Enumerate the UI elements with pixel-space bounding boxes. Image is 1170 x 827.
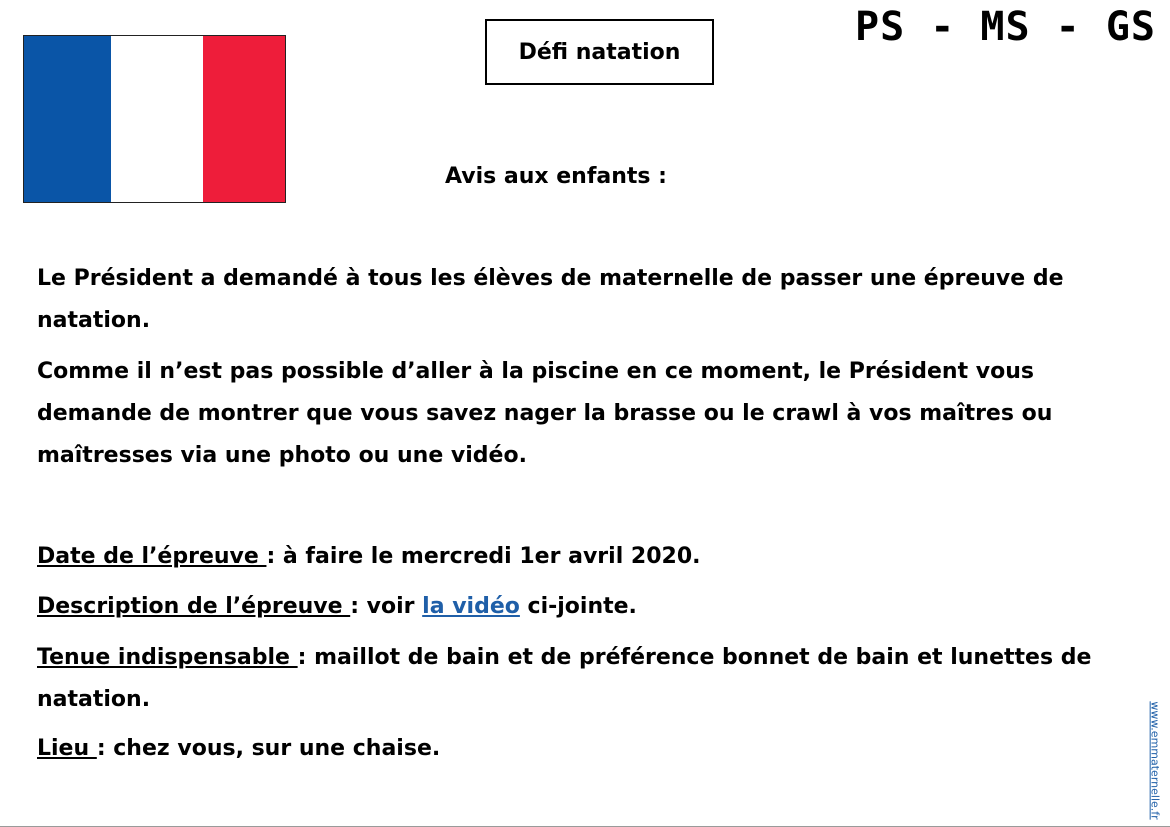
flag-red-band <box>203 36 285 202</box>
grade-levels-label: PS - MS - GS <box>855 4 1156 50</box>
tenue-item <box>37 637 1127 721</box>
instructions-paragraph: Comme il n’est pas possible d’aller à la piscine en ce moment, le Président vous demande de montrer que vous savez nager la brasse ou le crawl à vos maîtres ou maîtresses via une photo ou une vidéo. <box>37 359 1053 468</box>
flag-blue-band <box>24 36 111 202</box>
lieu-value: : chez vous, sur une chaise. <box>96 736 441 761</box>
french-flag-image <box>23 35 286 203</box>
subtitle: Avis aux enfants : <box>445 164 667 189</box>
website-watermark-text[interactable]: www.emmaternelle.fr <box>1148 700 1162 820</box>
description-item <box>37 586 1127 628</box>
page-title <box>485 19 714 85</box>
lieu-label: Lieu <box>37 736 97 761</box>
date-value: : à faire le mercredi 1er avril 2020. <box>266 544 701 569</box>
description-label: Description de l’épreuve <box>37 594 351 619</box>
flag-white-band <box>111 36 203 202</box>
date-label: Date de l’épreuve <box>37 544 267 569</box>
description-suffix: ci-jointe. <box>519 594 637 619</box>
tenue-value: : maillot de bain et de préférence bonnet de bain et lunettes de natation. <box>37 645 1092 712</box>
date-item <box>37 536 1127 578</box>
intro-paragraph: Le Président a demandé à tous les élèves de maternelle de passer une épreuve de natation. <box>37 266 1064 333</box>
page-title-text: Défi natation <box>518 39 681 65</box>
description-prefix: : voir <box>350 594 423 619</box>
website-watermark <box>1141 700 1169 820</box>
tenue-label: Tenue indispensable <box>37 645 298 670</box>
lieu-item <box>37 728 1127 770</box>
video-link[interactable]: la vidéo <box>422 594 520 619</box>
